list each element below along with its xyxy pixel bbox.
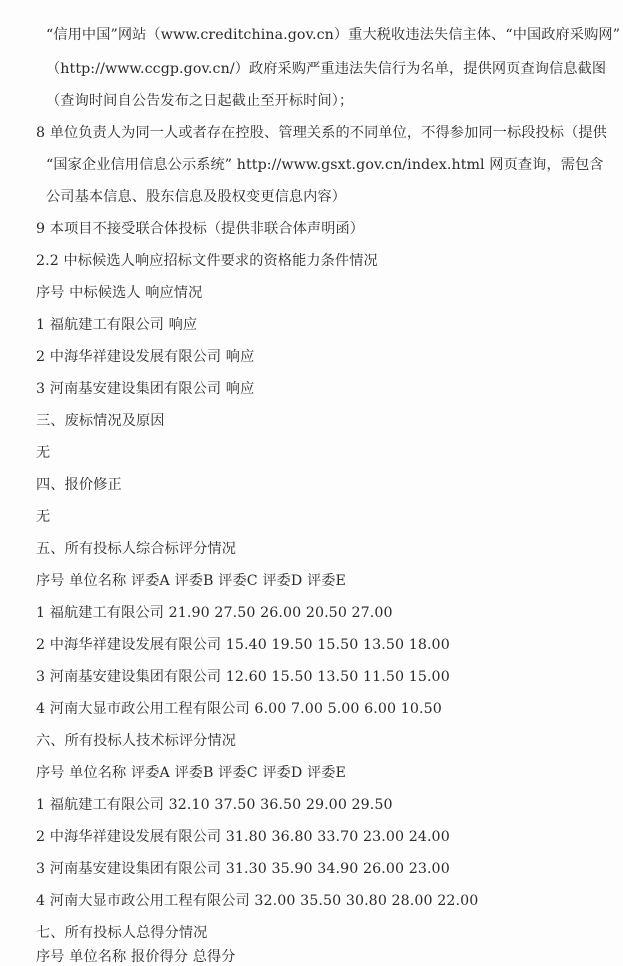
table-header: 序号 单位名称 报价得分 总得分 <box>36 949 236 965</box>
text-line: 无 <box>36 445 51 461</box>
table-row: 2 中海华祥建设发展有限公司 15.40 19.50 15.50 13.50 18.00 <box>36 637 450 653</box>
table-row: 1 福航建工有限公司 21.90 27.50 26.00 20.50 27.00 <box>36 605 393 621</box>
table-row: 4 河南大显市政公用工程有限公司 32.00 35.50 30.80 28.00 22.00 <box>36 893 479 909</box>
table-row: 1 福航建工有限公司 响应 <box>36 317 198 333</box>
table-row: 2 中海华祥建设发展有限公司 31.80 36.80 33.70 23.00 24.00 <box>36 829 450 845</box>
table-row: 1 福航建工有限公司 32.10 37.50 36.50 29.00 29.50 <box>36 797 393 813</box>
table-header: 序号 单位名称 评委A 评委B 评委C 评委D 评委E <box>36 573 347 589</box>
text-line: 8 单位负责人为同一人或者存在控股、管理关系的不同单位，不得参加同一标段投标（提供 <box>36 125 607 141</box>
text-line: “国家企业信用信息公示系统” http://www.gsxt.gov.cn/index.html 网页查询，需包含 <box>46 157 604 173</box>
text-line: 9 本项目不接受联合体投标（提供非联合体声明函） <box>36 221 365 237</box>
section-heading: 七、所有投标人总得分情况 <box>36 925 208 941</box>
section-heading: 三、废标情况及原因 <box>36 413 165 429</box>
text-line: “信用中国”网站（www.creditchina.gov.cn）重大税收违法失信主体、“中国政府采购网” <box>46 27 621 43</box>
table-row: 4 河南大显市政公用工程有限公司 6.00 7.00 5.00 6.00 10.50 <box>36 701 442 717</box>
text-line: （http://www.ccgp.gov.cn/）政府采购严重违法失信行为名单，提供网页查询信息截图 <box>46 61 607 77</box>
table-row: 3 河南基安建设集团有限公司 31.30 35.90 34.90 26.00 23.00 <box>36 861 450 877</box>
table-row: 2 中海华祥建设发展有限公司 响应 <box>36 349 255 365</box>
text-line: 公司基本信息、股东信息及股权变更信息内容） <box>46 189 347 205</box>
table-row: 3 河南基安建设集团有限公司 12.60 15.50 13.50 11.50 15.00 <box>36 669 450 685</box>
table-row: 3 河南基安建设集团有限公司 响应 <box>36 381 255 397</box>
text-line: （查询时间自公告发布之日起截止至开标时间）； <box>46 93 354 109</box>
section-heading: 六、所有投标人技术标评分情况 <box>36 733 237 749</box>
table-header: 序号 单位名称 评委A 评委B 评委C 评委D 评委E <box>36 765 347 781</box>
section-heading: 2.2 中标候选人响应招标文件要求的资格能力条件情况 <box>36 253 378 269</box>
table-header: 序号 中标候选人 响应情况 <box>36 285 203 301</box>
section-heading: 四、报价修正 <box>36 477 122 493</box>
text-line: 无 <box>36 509 51 525</box>
section-heading: 五、所有投标人综合标评分情况 <box>36 541 237 557</box>
